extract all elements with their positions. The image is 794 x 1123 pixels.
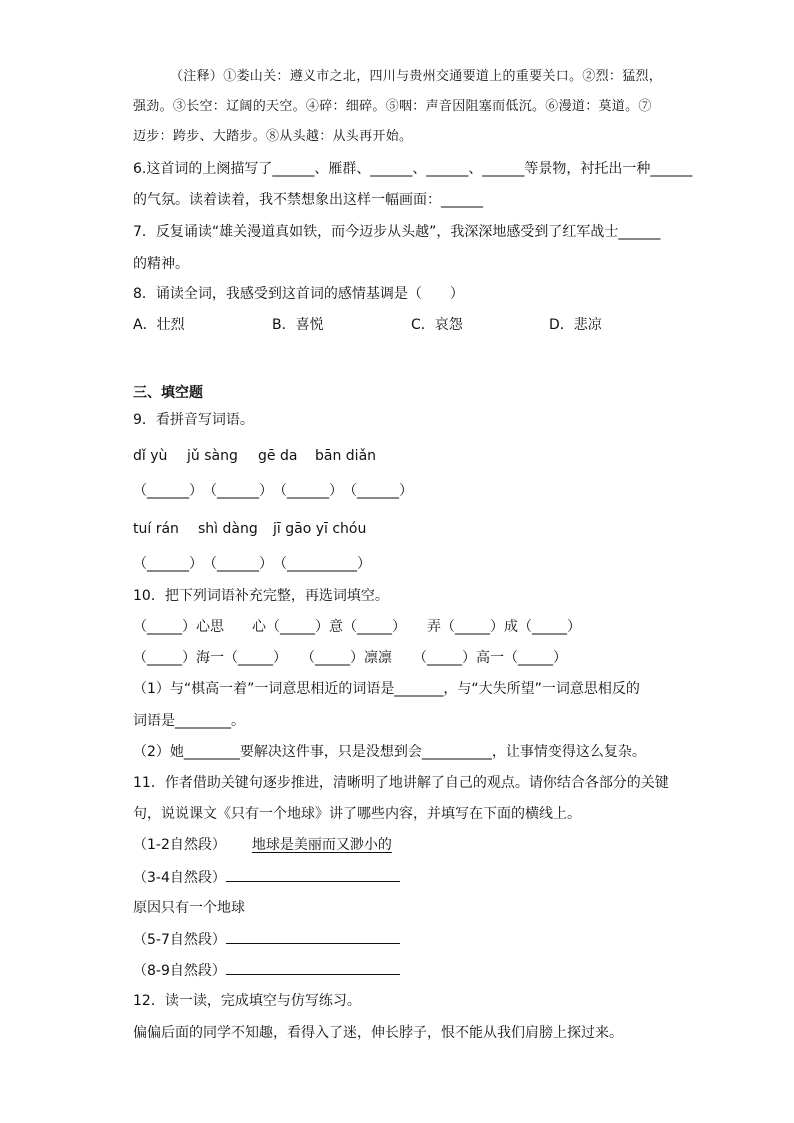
question-11-line-2: 句，说说课文《只有一个地球》讲了哪些内容，并填写在下面的横线上。 <box>133 806 581 822</box>
paragraph-8-9-label: （8-9自然段） <box>133 963 226 979</box>
question-12-stem: 12．读一读，完成填空与仿写练习。 <box>133 993 361 1009</box>
pinyin-6: shì dàng <box>198 521 258 537</box>
middle-key-sentence: 原因只有一个地球 <box>133 900 245 916</box>
question-6-line-1: 6.这首词的上阕描写了______、雁群、______、______、______等景物，衬托出一种______ <box>133 161 693 177</box>
pinyin-7: jī gāo yī chóu <box>273 521 367 537</box>
question-10-part-1-line-2: 词语是________。 <box>133 713 245 729</box>
option-a[interactable]: A．壮烈 <box>133 317 185 333</box>
option-d[interactable]: D．悲凉 <box>549 317 602 333</box>
question-7-line-2: 的精神。 <box>133 256 189 272</box>
paragraph-5-7-row <box>133 929 400 950</box>
notes-line-1: （注释）①娄山关：遵义市之北，四川与贵州交通要道上的重要关口。②烈：猛烈， <box>170 69 663 84</box>
paragraph-1-2-label: （1-2自然段） <box>133 837 226 853</box>
paragraph-3-4-row <box>133 867 400 888</box>
pinyin-3: gē da <box>258 448 298 464</box>
question-6-line-2: 的气氛。读着读着，我不禁想象出这样一幅画面：______ <box>133 192 483 208</box>
question-10-part-1-line-1: （1）与“棋高一着”一词意思相近的词语是_______，与“大失所望”一词意思相反的 <box>133 681 640 697</box>
question-7-line-1: 7．反复诵读“雄关漫道真如铁，而今迈步从头越”，我深深地感受到了红军战士______ <box>133 224 661 240</box>
answer-blanks-row-2[interactable]: （______） （______） （__________） <box>133 556 371 572</box>
paragraph-1-2-row <box>133 835 392 855</box>
answer-blanks-row-1[interactable]: （______） （______） （______） （______） <box>133 483 413 499</box>
paragraph-8-9-blank[interactable] <box>226 960 400 975</box>
notes-line-3: 迈步：跨步、大踏步。⑧从头越：从头再开始。 <box>133 129 413 144</box>
question-8-stem: 8．诵读全词，我感受到这首词的感情基调是（ ） <box>133 286 464 302</box>
paragraph-5-7-label: （5-7自然段） <box>133 932 226 948</box>
notes-line-2: 强劲。③长空：辽阔的天空。④碎：细碎。⑤咽：声音因阻塞而低沉。⑥漫道：莫道。⑦ <box>133 99 652 114</box>
question-9-stem: 9．看拼音写词语。 <box>133 412 254 428</box>
paragraph-3-4-blank[interactable] <box>226 867 400 882</box>
section-3-title: 三、填空题 <box>133 385 203 401</box>
idiom-row-2[interactable]: （_____）海一（_____） （_____）凛凛 （_____）高一（_____） <box>133 650 567 666</box>
paragraph-1-2-answer[interactable]: 地球是美丽而又渺小的 <box>251 837 392 853</box>
option-c[interactable]: C．哀怨 <box>411 317 463 333</box>
paragraph-5-7-blank[interactable] <box>226 929 400 944</box>
pinyin-1: dǐ yù <box>133 448 168 464</box>
option-b[interactable]: B．喜悦 <box>272 317 324 333</box>
paragraph-3-4-label: （3-4自然段） <box>133 870 226 886</box>
question-12-passage: 偏偏后面的同学不知趣，看得入了迷，伸长脖子，恨不能从我们肩膀上探过来。 <box>133 1025 623 1041</box>
question-11-line-1: 11．作者借助关键句逐步推进，清晰明了地讲解了自己的观点。请你结合各部分的关键 <box>133 775 669 791</box>
pinyin-5: tuí rán <box>133 521 179 537</box>
question-10-part-2: （2）她________要解决这件事，只是没想到会__________，让事情变得这么复杂。 <box>133 744 646 760</box>
idiom-row-1[interactable]: （_____）心思 心（_____）意（_____） 弄（_____）成（_____） <box>133 619 581 635</box>
pinyin-2: jǔ sàng <box>187 448 238 464</box>
pinyin-4: bān diǎn <box>315 448 377 464</box>
question-10-stem: 10．把下列词语补充完整，再选词填空。 <box>133 588 389 604</box>
paragraph-8-9-row <box>133 960 400 981</box>
